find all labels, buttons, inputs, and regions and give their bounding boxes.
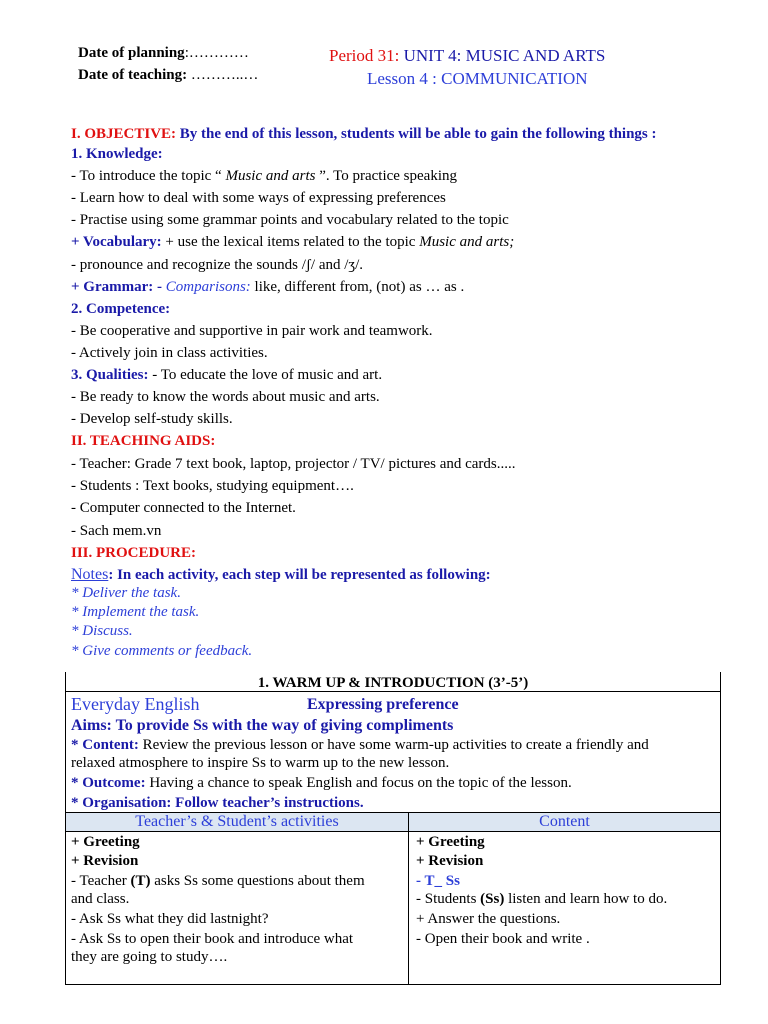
organisation-line: * Organisation: Follow teacher’s instructions. xyxy=(71,795,364,811)
knowledge-item-2: - Learn how to deal with some ways of expressing preferences xyxy=(71,190,446,206)
left-revision: + Revision xyxy=(71,853,139,869)
procedure-heading: III. PROCEDURE: xyxy=(71,545,197,561)
right-item-2: + Answer the questions. xyxy=(416,911,561,927)
right-item-3: - Open their book and write . xyxy=(416,931,590,947)
column-header-left: Teacher’s & Student’s activities xyxy=(135,813,339,830)
competence-item-2: - Actively join in class activities. xyxy=(71,345,268,361)
grammar-line xyxy=(71,278,464,297)
right-item-1 xyxy=(416,890,667,909)
right-revision: + Revision xyxy=(416,853,484,869)
vocab-label: + Vocabulary: xyxy=(71,234,162,250)
content-line-2: relaxed atmosphere to inspire Ss to warm up to the new lesson. xyxy=(71,755,450,771)
right-item-1c: listen and learn how to do. xyxy=(504,891,668,907)
right-t-ss: - T_ Ss xyxy=(416,873,460,889)
qualities-item-3: - Develop self-study skills. xyxy=(71,411,233,427)
period-label: Period 31: xyxy=(329,46,400,65)
right-greeting: + Greeting xyxy=(416,834,485,850)
right-item-1b: (Ss) xyxy=(480,891,505,907)
planning-label: Date of planning xyxy=(78,45,185,61)
k1-c: ”. To practice speaking xyxy=(315,168,458,184)
date-of-planning xyxy=(78,45,249,62)
aids-item-4: - Sach mem.vn xyxy=(71,523,162,539)
expressing-preference: Expressing preference xyxy=(307,696,459,713)
table-rule-header xyxy=(65,831,721,832)
left-item-3b: they are going to study…. xyxy=(71,949,228,965)
procedure-step-3: * Discuss. xyxy=(71,623,133,639)
content-label: * Content: xyxy=(71,737,139,753)
table-border-right xyxy=(720,672,721,985)
competence-item-1: - Be cooperative and supportive in pair work and teamwork. xyxy=(71,323,433,339)
left-item-1 xyxy=(71,872,365,891)
pronunciation-line: - pronounce and recognize the sounds /ʃ/ and /ʒ/. xyxy=(71,257,363,273)
qualities-item-1: - To educate the love of music and art. xyxy=(148,367,383,383)
warmup-title: 1. WARM UP & INTRODUCTION (3’-5’) xyxy=(257,675,529,691)
qualities-heading: 3. Qualities: xyxy=(71,367,149,383)
planning-dots: :………… xyxy=(184,45,249,61)
outcome-label: * Outcome: xyxy=(71,775,146,791)
procedure-step-4: * Give comments or feedback. xyxy=(71,643,253,659)
lesson-title: Lesson 4 : COMMUNICATION xyxy=(367,69,588,88)
objective-heading: I. OBJECTIVE: xyxy=(71,126,177,142)
grammar-italic: Comparisons: xyxy=(162,279,251,295)
qualities-line xyxy=(71,366,382,385)
everyday-english: Everyday English xyxy=(71,694,200,714)
vocab-a: + use the lexical items related to the topic xyxy=(161,234,420,250)
aims-line: Aims: To provide Ss with the way of giving compliments xyxy=(71,717,454,734)
left-item-3a: - Ask Ss to open their book and introduce what xyxy=(71,931,354,947)
procedure-step-1: * Deliver the task. xyxy=(71,585,181,601)
page-title xyxy=(329,46,605,66)
date-of-teaching xyxy=(78,67,258,84)
k1-b: Music and arts xyxy=(225,168,316,184)
aids-heading: II. TEACHING AIDS: xyxy=(71,433,216,449)
table-rule-bottom xyxy=(65,984,721,985)
notes-label: Notes xyxy=(71,566,109,583)
unit-title: UNIT 4: MUSIC AND ARTS xyxy=(399,46,606,65)
left-item-1c: asks Ss some questions about them xyxy=(150,873,365,889)
left-item-1a: - Teacher xyxy=(71,873,131,889)
knowledge-heading: 1. Knowledge: xyxy=(71,146,163,162)
left-greeting: + Greeting xyxy=(71,834,140,850)
knowledge-item-3: - Practise using some grammar points and vocabulary related to the topic xyxy=(71,212,509,228)
notes-line xyxy=(71,565,491,585)
grammar-rest: like, different from, (not) as … as . xyxy=(250,279,465,295)
table-column-divider xyxy=(408,812,409,985)
column-header-right: Content xyxy=(539,813,590,830)
procedure-step-2: * Implement the task. xyxy=(71,604,200,620)
teaching-dots: ………..… xyxy=(187,67,259,83)
objective-intro: By the end of this lesson, students will be able to gain the following things : xyxy=(176,126,657,142)
aids-item-3: - Computer connected to the Internet. xyxy=(71,500,296,516)
vocabulary-line xyxy=(71,233,514,252)
outcome-text: Having a chance to speak English and focus on the topic of the lesson. xyxy=(145,775,572,791)
left-item-1d: and class. xyxy=(71,891,130,907)
content-text-1: Review the previous lesson or have some warm-up activities to create a friendly and xyxy=(138,737,649,753)
objective-heading-line xyxy=(71,125,657,144)
aids-item-2: - Students : Text books, studying equipment…. xyxy=(71,478,354,494)
aids-item-1: - Teacher: Grade 7 text book, laptop, projector / TV/ pictures and cards..... xyxy=(71,456,516,472)
content-line-1 xyxy=(71,736,649,755)
left-item-2: - Ask Ss what they did lastnight? xyxy=(71,911,269,927)
qualities-item-2: - Be ready to know the words about music and arts. xyxy=(71,389,380,405)
notes-text: : In each activity, each step will be represented as following: xyxy=(108,567,491,583)
competence-heading: 2. Competence: xyxy=(71,301,171,317)
right-item-1a: - Students xyxy=(416,891,481,907)
vocab-b: Music and arts; xyxy=(419,234,515,250)
outcome-line xyxy=(71,774,572,793)
knowledge-item-1 xyxy=(71,167,457,186)
teaching-label: Date of teaching: xyxy=(78,67,188,83)
k1-a: - To introduce the topic “ xyxy=(71,168,226,184)
grammar-label: + Grammar: - xyxy=(71,279,163,295)
left-item-1b: (T) xyxy=(130,873,151,889)
